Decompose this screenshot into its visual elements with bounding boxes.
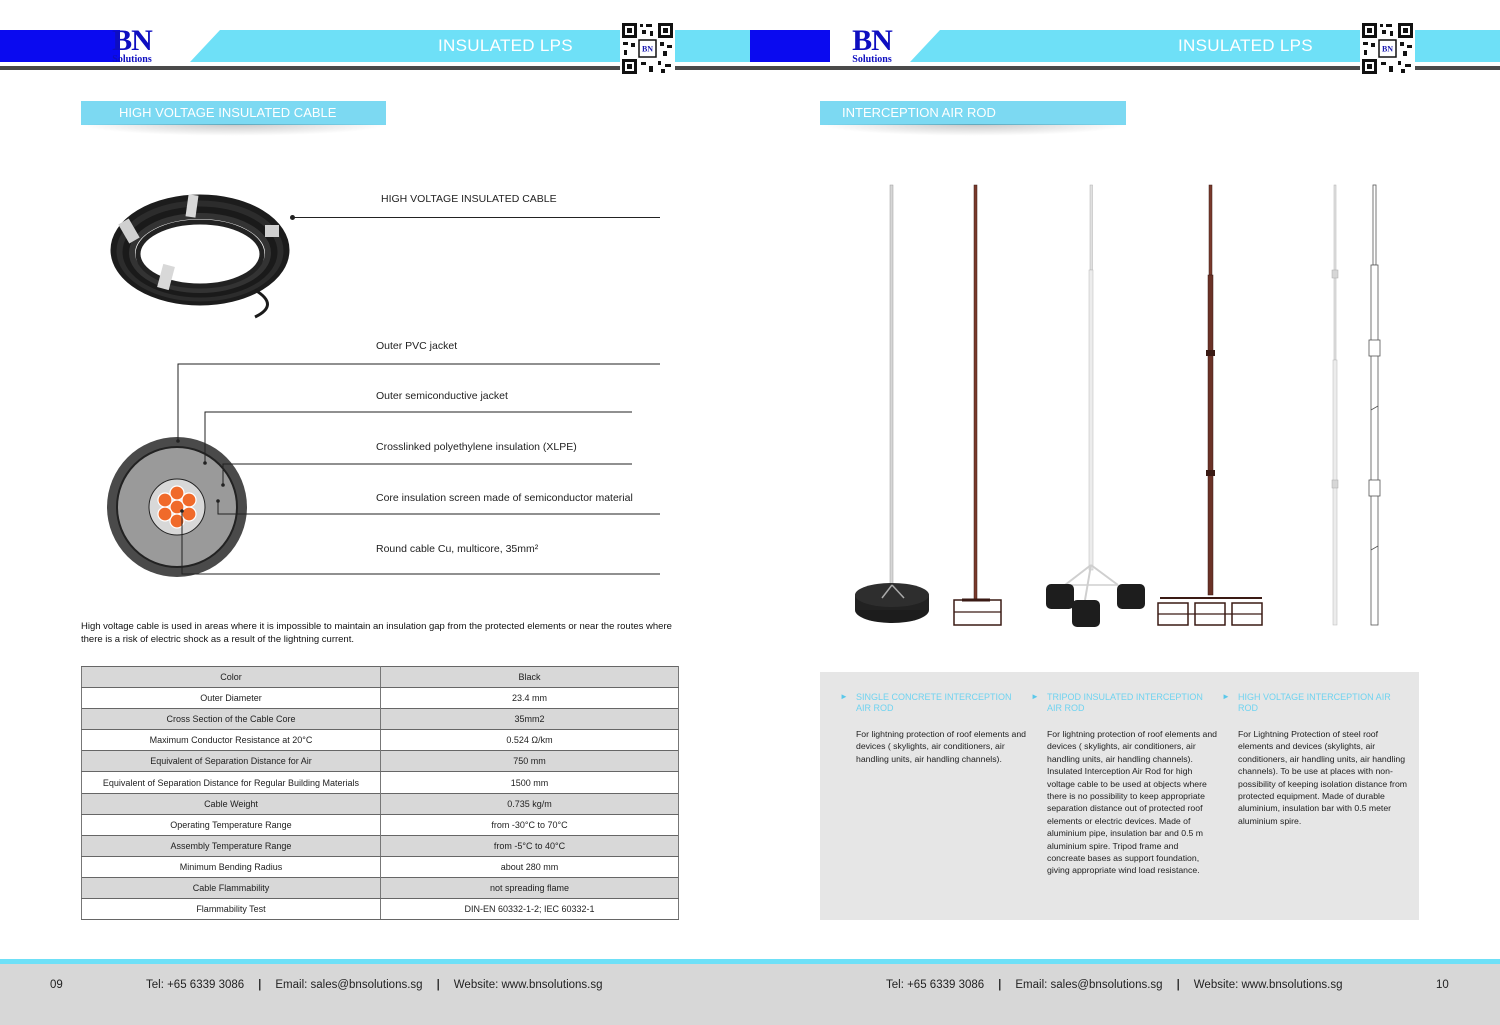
spec-value-cell: 23.4 mm [381, 688, 679, 709]
footer-band [750, 964, 1500, 1025]
product-text: For lightning protection of roof elements and devices ( skylights, air conditioners, air handling units, air handling channels). Insulated Interception Air Rod for high voltage cable to be used at objects where there is no possibility to keep appropriate separation distance out of protected roof elements or electric devices. Made of aluminium pipe, insulation bar and 0.5 m aluminium spire. Tripod frame and concreate bases as support foundation, giving appropriate wind load resistance. [1047, 729, 1217, 876]
header-title: INSULATED LPS [438, 36, 573, 55]
brand-logo [842, 24, 902, 65]
footer-website-link[interactable]: Website: www.bnsolutions.sg [1193, 979, 1343, 991]
product-text: For Lightning Protection of steel roof elements and devices (skylights, air conditioners, air handling units, air handling channels). To be use at places with non-possibility of keeping isolation distance from protected equipment. Made of durable aluminium, insulation bar with 0.5 meter aluminium spire. [1238, 729, 1408, 826]
section-title-cable: HIGH VOLTAGE INSULATED CABLE [81, 101, 386, 125]
spec-value-cell: DIN-EN 60332-1-2; IEC 60332-1 [381, 899, 679, 920]
tripod-rod-dark [1158, 185, 1262, 625]
footer-website-link[interactable]: Website: www.bnsolutions.sg [453, 979, 603, 991]
spec-value-cell: about 280 mm [381, 856, 679, 877]
layer-label-outer-semiconductive: Outer semiconductive jacket [376, 390, 508, 402]
spec-value-cell: 35mm2 [381, 709, 679, 730]
logo-mark: BN [112, 24, 152, 57]
spec-name-cell: Minimum Bending Radius [82, 856, 381, 877]
spec-value-cell: Black [381, 667, 679, 688]
product-title: HIGH VOLTAGE INTERCEPTION AIR ROD [1238, 692, 1391, 713]
section-title-air-rod: INTERCEPTION AIR ROD [820, 101, 1126, 125]
page-number: 10 [1436, 979, 1449, 991]
page-number: 09 [50, 979, 63, 991]
single-concrete-rod-light [855, 185, 929, 623]
table-row [82, 772, 679, 793]
table-row [82, 688, 679, 709]
spec-name-cell: Cable Weight [82, 793, 381, 814]
single-concrete-rod-dark [954, 185, 1001, 625]
footer-email-link[interactable]: Email: sales@bnsolutions.sg [1015, 979, 1163, 991]
footer-tel[interactable]: Tel: +65 6339 3086 [886, 979, 985, 991]
footer-separator: | [436, 979, 440, 991]
spec-value-cell: 1500 mm [381, 772, 679, 793]
table-row [82, 709, 679, 730]
table-row [82, 751, 679, 772]
spec-value-cell: from -30°C to 70°C [381, 814, 679, 835]
table-row [82, 877, 679, 898]
footer-separator: | [998, 979, 1002, 991]
footer-contacts [886, 979, 1343, 991]
table-row [82, 730, 679, 751]
layer-label-outer-pvc: Outer PVC jacket [376, 340, 458, 352]
spec-name-cell: Maximum Conductor Resistance at 20°C [82, 730, 381, 751]
table-row [82, 793, 679, 814]
logo-subtitle: Solutions [852, 54, 892, 65]
arrow-icon: ► [840, 692, 848, 701]
footer-tel[interactable]: Tel: +65 6339 3086 [146, 979, 245, 991]
spec-value-cell: 0.735 kg/m [381, 793, 679, 814]
product-tripod [1031, 692, 1217, 877]
table-row [82, 667, 679, 688]
product-high-voltage [1222, 692, 1408, 827]
cable-coil-image [105, 185, 300, 325]
spec-name-cell: Cable Flammability [82, 877, 381, 898]
right-page [750, 0, 1500, 1025]
hv-rod-outline [1369, 185, 1380, 625]
logo-mark: BN [852, 24, 892, 57]
spec-value-cell: not spreading flame [381, 877, 679, 898]
spec-name-cell: Equivalent of Separation Distance for Air [82, 751, 381, 772]
layer-label-copper-core: Round cable Cu, multicore, 35mm² [376, 543, 539, 555]
spec-name-cell: Equivalent of Separation Distance for Regular Building Materials [82, 772, 381, 793]
section-shadow [78, 124, 390, 136]
logo-subtitle: Solutions [112, 54, 152, 65]
section-shadow [818, 124, 1130, 136]
qr-code-icon[interactable] [620, 21, 675, 76]
footer-band [0, 964, 750, 1025]
spec-name-cell: Operating Temperature Range [82, 814, 381, 835]
spec-name-cell: Outer Diameter [82, 688, 381, 709]
footer-email-link[interactable]: Email: sales@bnsolutions.sg [275, 979, 423, 991]
hv-rod-light [1332, 185, 1338, 625]
arrow-icon: ► [1031, 692, 1039, 701]
table-row [82, 856, 679, 877]
cable-callout-line [293, 217, 660, 218]
brand-logo [102, 24, 162, 65]
product-text: For lightning protection of roof elements and devices ( skylights, air conditioners, air handling units, air handling channels). [856, 729, 1026, 764]
arrow-icon: ► [1222, 692, 1230, 701]
svg-text:BN: BN [1381, 44, 1394, 54]
svg-text:BN: BN [641, 44, 654, 54]
product-title: SINGLE CONCRETE INTERCEPTION AIR ROD [856, 692, 1012, 713]
footer-contacts [146, 979, 603, 991]
table-row [82, 814, 679, 835]
product-single-concrete [840, 692, 1026, 765]
layer-label-core-screen: Core insulation screen made of semiconductor material [376, 492, 633, 504]
products-panel [820, 672, 1419, 920]
footer-separator: | [258, 979, 262, 991]
cable-description: High voltage cable is used in areas where it is impossible to maintain an insulation gap from the protected elements or near the routes where there is a risk of electric shock as a result of the lightning current. [81, 621, 672, 645]
table-row [82, 899, 679, 920]
header-title: INSULATED LPS [1178, 36, 1313, 55]
layer-label-xlpe: Crosslinked polyethylene insulation (XLPE) [376, 441, 577, 453]
qr-code-icon[interactable] [1360, 21, 1415, 76]
tripod-rod-light [1046, 185, 1145, 627]
spec-name-cell: Cross Section of the Cable Core [82, 709, 381, 730]
spec-value-cell: 750 mm [381, 751, 679, 772]
spec-table [81, 666, 679, 920]
spec-value-cell: from -5°C to 40°C [381, 835, 679, 856]
table-row [82, 835, 679, 856]
spec-name-cell: Assembly Temperature Range [82, 835, 381, 856]
spec-value-cell: 0.524 Ω/km [381, 730, 679, 751]
air-rods-image [850, 180, 1390, 635]
cable-callout-label: HIGH VOLTAGE INSULATED CABLE [381, 193, 557, 205]
spec-name-cell: Color [82, 667, 381, 688]
product-title: TRIPOD INSULATED INTERCEPTION AIR ROD [1047, 692, 1203, 713]
spec-name-cell: Flammability Test [82, 899, 381, 920]
header-blue-band [750, 30, 830, 62]
footer-separator: | [1176, 979, 1180, 991]
